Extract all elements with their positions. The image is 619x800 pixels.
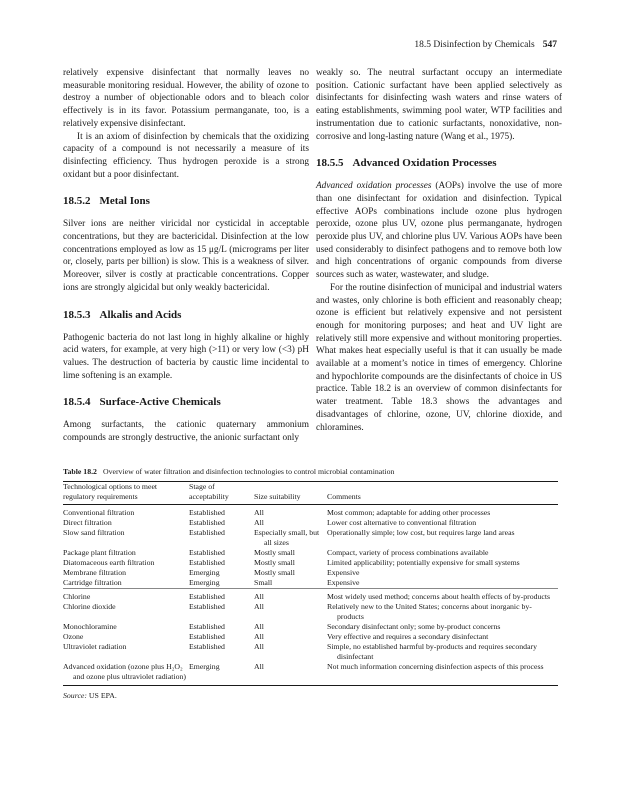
table-cell xyxy=(254,568,327,578)
table-cell xyxy=(63,518,189,528)
table-cell xyxy=(327,642,558,662)
cell-text: Expensive xyxy=(327,578,360,587)
table-row xyxy=(63,602,558,622)
cell-text: All xyxy=(254,592,264,601)
cell-text: Small xyxy=(254,578,273,587)
table-cell xyxy=(63,548,189,558)
table-cell xyxy=(63,528,189,548)
header-cell: Size suitability xyxy=(254,492,327,505)
paragraph: relatively expensive disinfectant that normally leaves no measurable monitoring residual. However, the ability of ozone to destroy a number of objectionable odors and to bleach color effectively is in its favor. Potassium permanganate, too, is a relatively expensive disinfectant. xyxy=(63,68,309,129)
cell-text: Mostly small xyxy=(254,558,295,567)
cell-text: All xyxy=(254,642,264,651)
table-cell xyxy=(327,578,558,589)
section-title: Alkalis and Acids xyxy=(99,308,182,321)
table-cell xyxy=(327,528,558,548)
table-cell xyxy=(327,589,558,603)
header-cell: acceptability xyxy=(189,492,254,505)
table-cell xyxy=(63,578,189,589)
table-block xyxy=(63,467,558,701)
table-cell: Established xyxy=(189,558,225,567)
table-cell xyxy=(254,518,327,528)
paragraph: Among surfactants, the cationic quaternary ammonium compounds are strongly destructive, the anionic surfactant only xyxy=(63,420,309,444)
table-caption-text: Overview of water filtration and disinfection technologies to control microbial contamination xyxy=(102,467,395,476)
header-cell: Stage of xyxy=(189,482,254,493)
table-cell xyxy=(327,632,558,642)
table-cell xyxy=(63,622,189,632)
table-caption xyxy=(63,467,558,477)
table-cell xyxy=(254,589,327,603)
cell-text: Expensive xyxy=(327,568,360,577)
table-row xyxy=(63,505,558,519)
table-row xyxy=(63,578,558,589)
table-cell: Established xyxy=(189,589,254,603)
cell-text: Simple, no established harmful by-products and requires secondary disinfectant xyxy=(327,642,538,661)
section-heading-alkalis-acids xyxy=(63,309,309,322)
paragraph-text: (AOPs) involve the use of more than one disinfectant for oxidation and disinfection. Typical effective AOPs combinations include ozone plus hydrogen peroxide, ozone plus UV, ozone plus permanganate, hydrogen peroxide plus UV, and chlorine plus UV. Various AOPs have been used considerably to disinfect pathogens and to remove both low and high concentrations of organic compounds from diverse sources such as water, wastewater, and sludge. xyxy=(316,181,562,281)
table-cell xyxy=(327,602,558,622)
section-number: 18.5.2 xyxy=(63,195,91,208)
cell-text: Conventional filtration xyxy=(63,508,135,517)
table-cell xyxy=(327,568,558,578)
cell-text: Chlorine xyxy=(63,592,91,601)
cell-text: Mostly small xyxy=(254,568,295,577)
table-cell xyxy=(327,622,558,632)
table-cell xyxy=(254,558,327,568)
table-cell xyxy=(63,662,189,686)
cell-text: Direct filtration xyxy=(63,518,112,527)
table-cell: Established xyxy=(189,548,225,557)
table-row xyxy=(63,568,558,578)
cell-text: Mostly small xyxy=(254,548,295,557)
table-row xyxy=(63,558,558,568)
table-cell xyxy=(254,578,327,589)
table-row xyxy=(63,518,558,528)
emphasis-term: Advanced oxidation processes xyxy=(316,181,432,192)
table-cell xyxy=(327,518,558,528)
table-row xyxy=(63,548,558,558)
section-number: 18.5.3 xyxy=(63,308,91,321)
table-cell xyxy=(63,602,189,622)
table-cell xyxy=(327,505,558,519)
table-cell: Established xyxy=(189,632,225,641)
paragraph: It is an axiom of disinfection by chemicals that the oxidizing capacity of a compound is not necessarily a measure of its disinfecting efficiency. Thus hydrogen peroxide is a strong oxidant but a poor disinfectant. xyxy=(63,131,309,180)
cell-text: Cartridge filtration xyxy=(63,578,122,587)
section-title: Advanced Oxidation Processes xyxy=(352,157,497,170)
table-cell: Emerging xyxy=(189,662,254,686)
cell-text: Not much information concerning disinfection aspects of this process xyxy=(327,662,544,671)
cell-text: All xyxy=(254,632,264,641)
table-cell xyxy=(63,558,189,568)
table-cell: Established xyxy=(189,508,225,517)
table-label: Table 18.2 xyxy=(63,467,97,476)
cell-text: Membrane filtration xyxy=(63,568,127,577)
cell-text: Chlorine dioxide xyxy=(63,602,116,611)
table-row xyxy=(63,632,558,642)
table-cell: Established xyxy=(189,622,225,631)
section-title: Surface-Active Chemicals xyxy=(99,396,221,409)
table-cell xyxy=(254,528,327,548)
section-title: Metal Ions xyxy=(99,195,150,208)
source-text: US EPA. xyxy=(88,691,117,700)
table-cell xyxy=(63,568,189,578)
table-row xyxy=(63,622,558,632)
table-cell xyxy=(63,505,189,519)
cell-text: Secondary disinfectant only; some by-product concerns xyxy=(327,622,501,631)
table-body xyxy=(63,505,558,686)
table-cell xyxy=(254,622,327,632)
cell-text: Limited applicability; potentially expensive for small systems xyxy=(327,558,520,567)
paragraph: Silver ions are neither viricidal nor cysticidal in acceptable concentrations, but they are bactericidal. Disinfection at the low concentrations employed as low as 15 μg/L (micrograms per liter or, closely, parts per billion) is slow. This is a weakness of silver. Moreover, silver is costly at practicable concentrations. Copper ions are strongly algicidal but only weakly bactericidal. xyxy=(63,219,309,293)
cell-text: Ultraviolet radiation xyxy=(63,642,127,651)
table-cell: Established xyxy=(189,602,225,611)
cell-text: All xyxy=(254,622,264,631)
table-cell xyxy=(254,505,327,519)
cell-text: Slow sand filtration xyxy=(63,528,125,537)
table-cell: Emerging xyxy=(189,568,220,577)
cell-text: All xyxy=(254,662,264,671)
table-cell xyxy=(327,558,558,568)
cell-text: All xyxy=(254,602,264,611)
section-heading-metal-ions xyxy=(63,195,309,208)
table-cell xyxy=(254,662,327,686)
paragraph: Pathogenic bacteria do not last long in highly alkaline or highly acid waters, for example, at very high (>11) or very low (<3) pH values. The destruction of bacteria by caustic lime incidental to lime softening is an example. xyxy=(63,332,309,381)
table-cell xyxy=(254,602,327,622)
table-cell xyxy=(63,632,189,642)
table-row xyxy=(63,642,558,662)
cell-text: Lower cost alternative to conventional filtration xyxy=(327,518,477,527)
table-row xyxy=(63,662,558,686)
disinfection-table xyxy=(63,481,558,686)
header-cell: regulatory requirements xyxy=(63,492,189,505)
table-cell: Established xyxy=(189,518,225,527)
cell-text: Advanced oxidation (ozone plus H₂O₂ and ozone plus ultraviolet radiation) xyxy=(63,662,187,681)
table-cell: Established xyxy=(189,528,225,537)
cell-text: Most common; adaptable for adding other processes xyxy=(327,508,491,517)
table-cell xyxy=(63,589,189,603)
table-row xyxy=(63,528,558,548)
left-column xyxy=(63,67,309,445)
cell-text: Very effective and requires a secondary disinfectant xyxy=(327,632,489,641)
table-cell xyxy=(254,548,327,558)
running-head xyxy=(414,40,557,50)
cell-text: Operationally simple; low cost, but requires large land areas xyxy=(327,528,515,537)
table-cell xyxy=(63,642,189,662)
cell-text: Relatively new to the United States; concerns about inorganic by-products xyxy=(327,602,532,621)
page-number: 547 xyxy=(542,40,557,50)
table-cell xyxy=(327,548,558,558)
table-cell: Emerging xyxy=(189,578,220,587)
table-cell xyxy=(254,642,327,662)
table-row xyxy=(63,589,558,603)
cell-text: Compact, variety of process combinations available xyxy=(327,548,489,557)
cell-text: Monochloramine xyxy=(63,622,117,631)
header-cell: Technological options to meet xyxy=(63,482,189,493)
header-cell: Comments xyxy=(327,492,558,505)
section-heading-surface-active xyxy=(63,396,309,409)
table-cell xyxy=(327,662,558,686)
paragraph xyxy=(316,180,562,282)
cell-text: Most widely used method; concerns about health effects of by-products xyxy=(327,592,551,601)
section-number: 18.5.4 xyxy=(63,396,91,409)
running-head-section: 18.5 Disinfection by Chemicals xyxy=(414,40,535,50)
section-number: 18.5.5 xyxy=(316,157,344,170)
table-cell: Established xyxy=(189,642,225,651)
paragraph: For the routine disinfection of municipal and industrial waters and wastes, only chlorine is both efficient and reasonably cheap; ozone is efficient but relatively expensive and not persistent enough for monitoring purposes; and heat and UV light are relatively still more expensive and without monitoring properties. What makes heat especially useful is that it can usually be made available at a moment’s notice in times of emergency. Chlorine and hypochlorite compounds are the disinfectants of choice in US practice. Table 18.2 is an overview of common disinfectants for water treatment. Table 18.3 shows the advantages and disadvantages of chlorine, ozone, UV, chlorine dioxide, and chloramines. xyxy=(316,282,562,433)
cell-text: Ozone xyxy=(63,632,84,641)
cell-text: All xyxy=(254,518,264,527)
paragraph: weakly so. The neutral surfactant occupy an intermediate position. Cationic surfactant have been applied selectively as disinfectants for disinfecting wash waters and rinse waters of eating establishments, swimming pool water, WTP facilities and instrumentation due to cationic surfactants, nonoxidative, non-corrosive and long-lasting nature (Wang et al., 1975). xyxy=(316,68,562,142)
table-cell xyxy=(254,632,327,642)
cell-text: Package plant filtration xyxy=(63,548,136,557)
source-label: Source: xyxy=(63,691,87,700)
section-heading-aop xyxy=(316,157,562,170)
cell-text: Especially small, but all sizes xyxy=(254,528,320,547)
cell-text: Diatomaceous earth filtration xyxy=(63,558,155,567)
cell-text: All xyxy=(254,508,264,517)
table-source xyxy=(63,691,558,701)
right-column xyxy=(316,67,562,434)
